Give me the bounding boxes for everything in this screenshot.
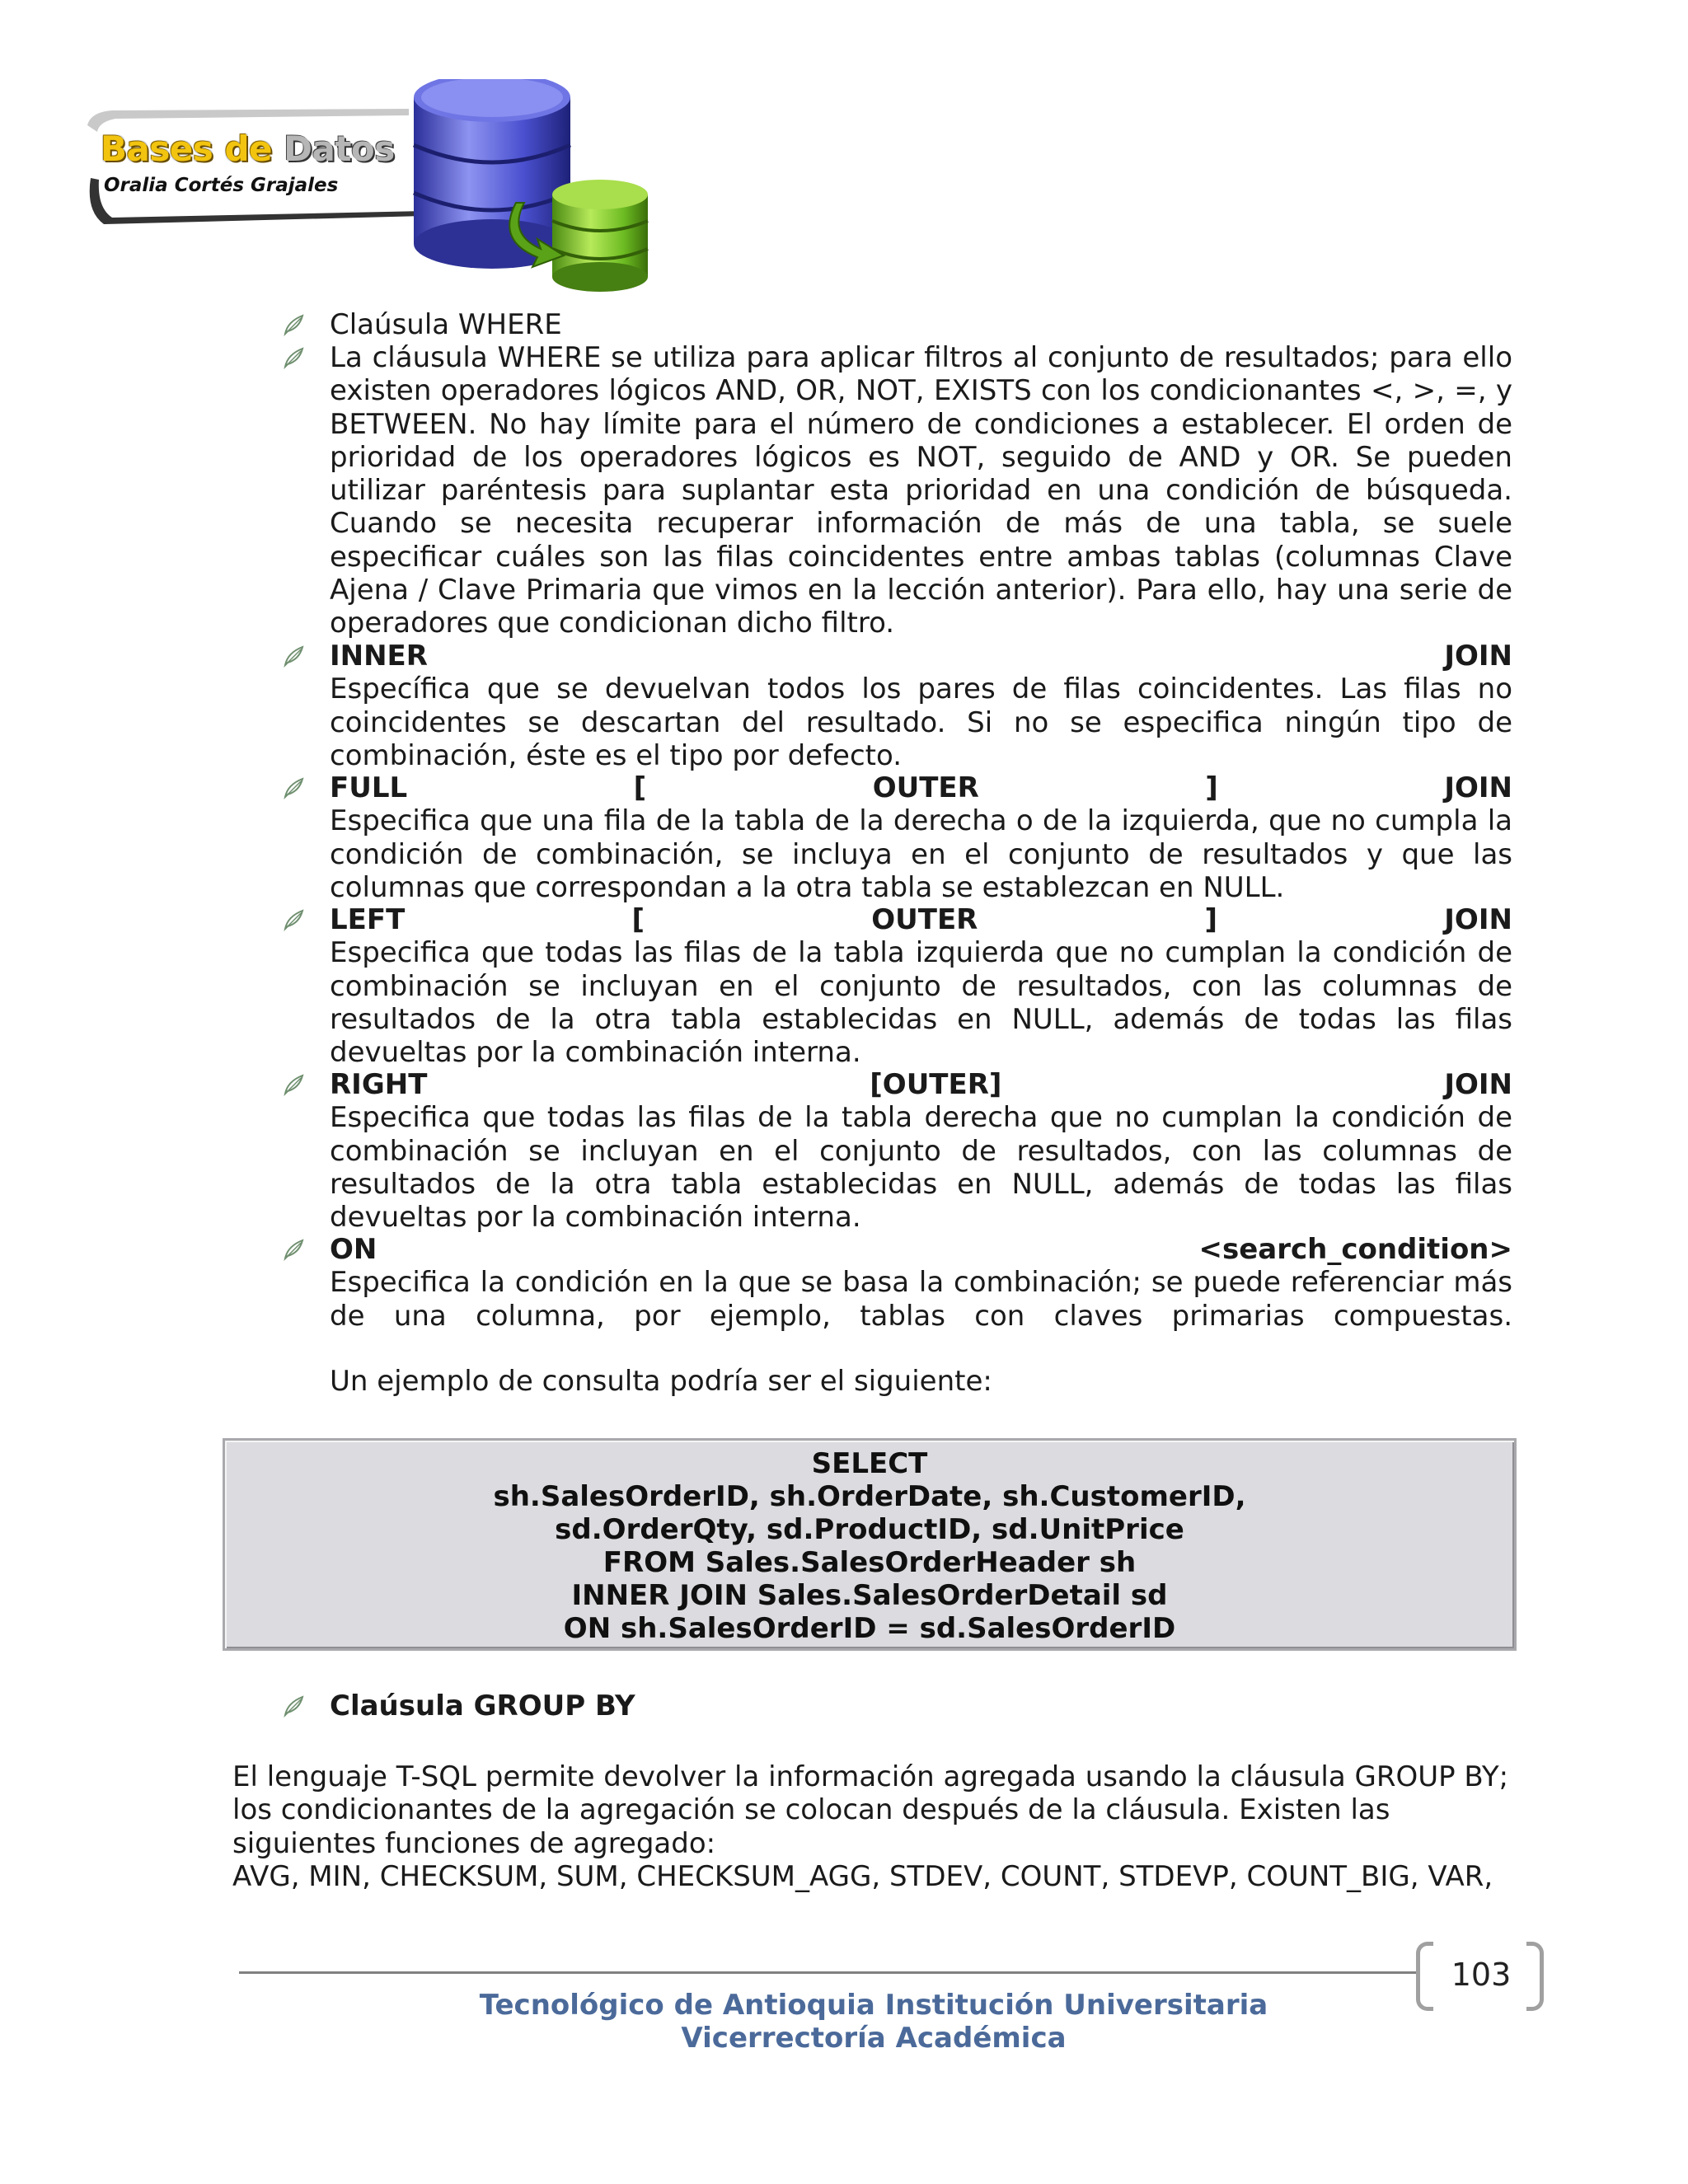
group-by-title: Claúsula GROUP BY <box>330 1690 635 1722</box>
left-join-block <box>330 903 1512 1069</box>
right-join-description: Especifica que todas las filas de la tabla derecha que no cumplan la condición de combinación se incluyan en el conjunto de resultados, con las columnas de resultados de la otra tabla establecidas en NULL, además de todas las filas devueltas por la combinación interna. <box>330 1101 1512 1235</box>
on-condition-block <box>330 1233 1512 1333</box>
inner-join-description: Específica que se devuelvan todos los pares de filas coincidentes. Las filas no coincidentes se descartan del resultado. Si no se especifica ningún tipo de combinación, éste es el tipo por defecto. <box>330 673 1512 772</box>
example-intro: Un ejemplo de consulta podría ser el siguiente: <box>330 1365 992 1398</box>
logo-title: Bases de Datos <box>101 129 395 169</box>
logo-author: Oralia Cortés Grajales <box>104 175 339 196</box>
right-join-block <box>330 1068 1512 1234</box>
code-line: FROM Sales.SalesOrderHeader sh <box>603 1546 1137 1579</box>
leaf-bullet-icon <box>283 776 306 799</box>
full-join-block <box>330 771 1512 904</box>
inner-join-heading: INNER JOIN <box>330 640 1512 673</box>
full-join-heading: FULL [ OUTER ] JOIN <box>330 771 1512 804</box>
leaf-bullet-icon <box>283 644 306 668</box>
leaf-bullet-icon <box>283 1073 306 1096</box>
code-line: SELECT <box>811 1447 928 1480</box>
on-condition-description: Especifica la condición en la que se basa la combinación; se puede referenciar más de una columna, por ejemplo, tablas con claves primarias compuestas. <box>330 1266 1512 1333</box>
where-description: La cláusula WHERE se utiliza para aplicar filtros al conjunto de resultados; para ello existen operadores lógicos AND, OR, NOT, EXISTS con los condicionantes <, >, =, y BETWEEN. No hay límite para el número de condiciones a establecer. El orden de prioridad de los operadores lógicos es NOT, seguido de AND y OR. Se pueden utilizar paréntesis para suplantar esta prioridad en una condición de búsqueda. Cuando se necesita recuperar información de más de una tabla, se suele especificar cuáles son las filas coincidentes entre ambas tablas (columnas Clave Ajena / Clave Primaria que vimos en la lección anterior). Para ello, hay una serie de operadores que condicionan dicho filtro. <box>330 341 1512 640</box>
leaf-bullet-icon <box>283 908 306 931</box>
group-by-paragraph: El lenguaje T-SQL permite devolver la información agregada usando la cláusula GROUP BY; los condicionantes de la agregación se colocan después de la cláusula. Existen las siguientes funciones de agregado: <box>232 1760 1509 1860</box>
page-number: 103 <box>1451 1957 1512 1993</box>
code-line: sh.SalesOrderID, sh.OrderDate, sh.CustomerID, <box>493 1480 1246 1513</box>
code-line: ON sh.SalesOrderID = sd.SalesOrderID <box>563 1612 1176 1645</box>
code-line: sd.OrderQty, sd.ProductID, sd.UnitPrice <box>555 1513 1184 1546</box>
leaf-bullet-icon <box>283 346 306 369</box>
right-join-heading: RIGHT [OUTER] JOIN <box>330 1068 1512 1101</box>
where-title: Claúsula WHERE <box>330 308 562 341</box>
full-join-description: Especifica que una fila de la tabla de la derecha o de la izquierda, que no cumpla la condición de combinación, se incluya en el conjunto de resultados y que las columnas que correspondan a la otra tabla se establezcan en NULL. <box>330 804 1512 904</box>
footer-divider <box>239 1971 1418 1974</box>
left-join-heading: LEFT [ OUTER ] JOIN <box>330 903 1512 936</box>
inner-join-block <box>330 640 1512 772</box>
sql-example-box <box>223 1438 1517 1651</box>
group-by-functions: AVG, MIN, CHECKSUM, SUM, CHECKSUM_AGG, STDEV, COUNT, STDEVP, COUNT_BIG, VAR, <box>232 1860 1493 1893</box>
leaf-bullet-icon <box>283 1238 306 1261</box>
footer-department: Vicerrectoría Académica <box>681 2022 1067 2055</box>
left-join-description: Especifica que todas las filas de la tabla izquierda que no cumplan la condición de combinación se incluyan en el conjunto de resultados, con las columnas de resultados de la otra tabla establecidas en NULL, además de todas las filas devueltas por la combinación interna. <box>330 936 1512 1070</box>
code-line: INNER JOIN Sales.SalesOrderDetail sd <box>571 1579 1168 1612</box>
footer-institution: Tecnológico de Antioquia Institución Universitaria <box>479 1989 1268 2022</box>
on-condition-heading: ON <search_condition> <box>330 1233 1512 1266</box>
leaf-bullet-icon <box>283 1694 306 1718</box>
leaf-bullet-icon <box>283 313 306 336</box>
